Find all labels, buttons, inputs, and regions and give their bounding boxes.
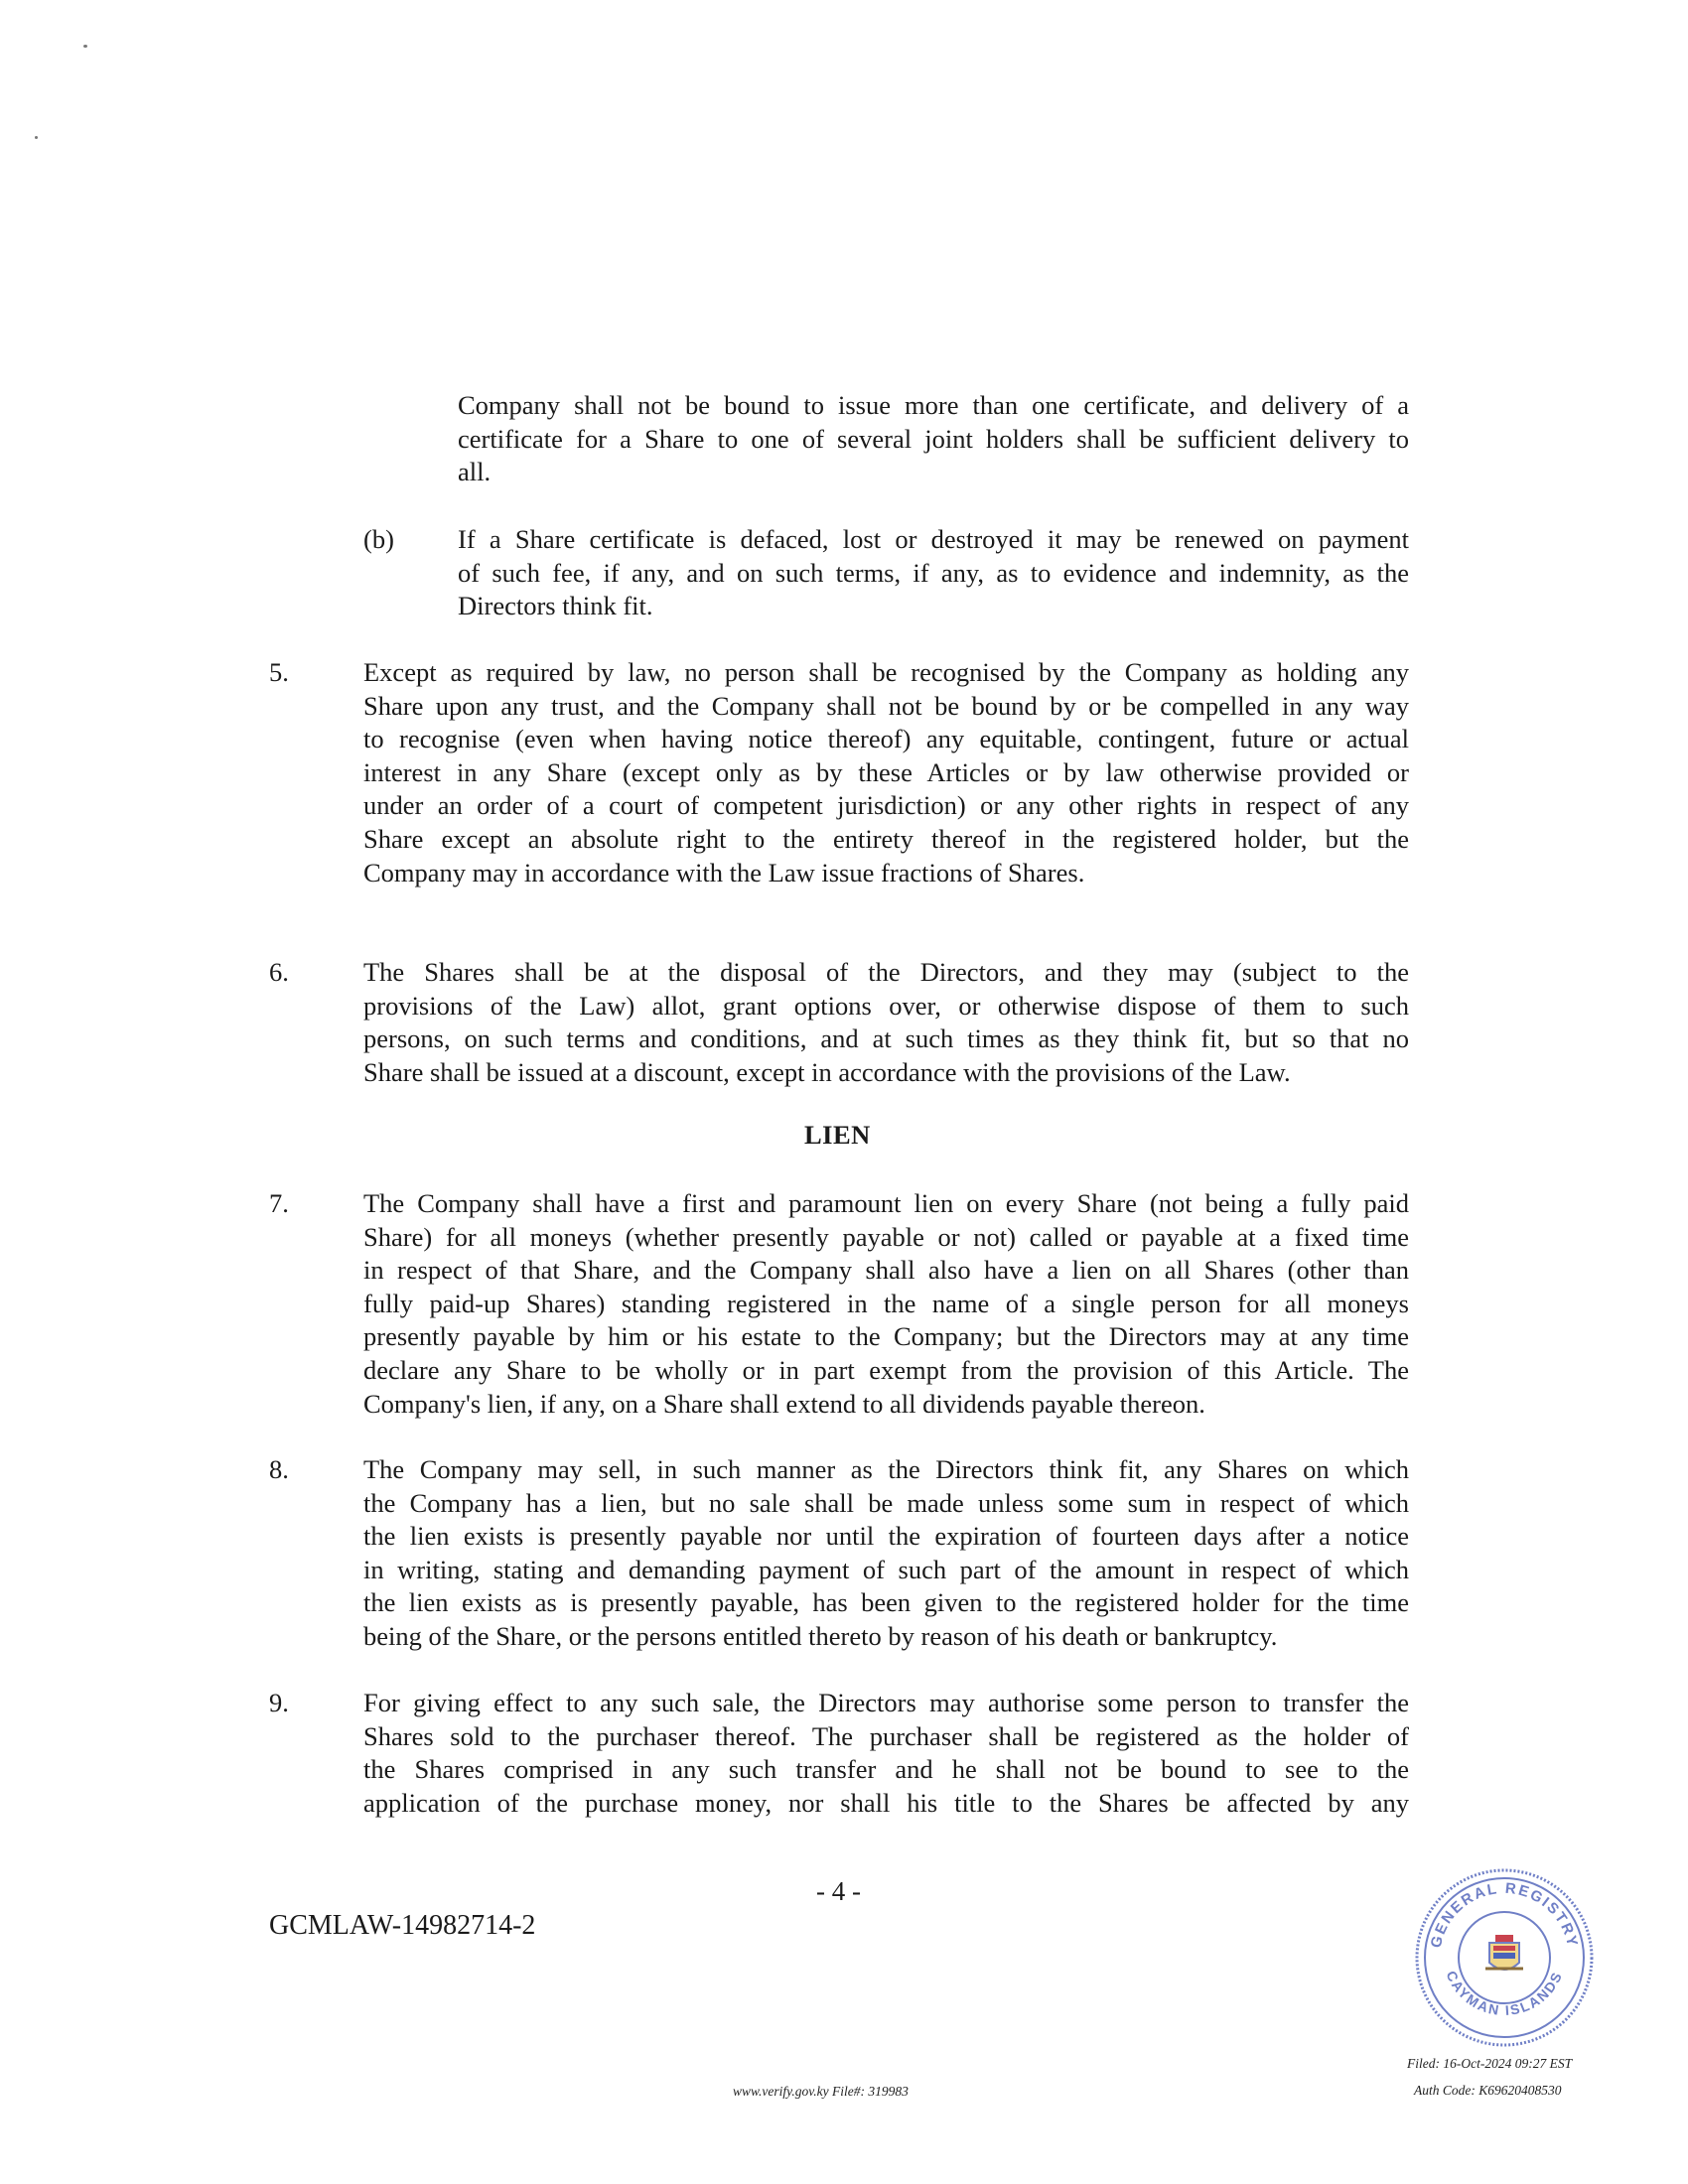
text-line: of such fee, if any, and on such terms, if any, as to evidence and indemnity, as the (458, 557, 1409, 588)
text-line: Company may in accordance with the Law issue fractions of Shares. (363, 857, 1085, 887)
scan-speck (83, 45, 87, 48)
seal-text-top: GENERAL REGISTRY (1427, 1879, 1582, 1950)
text-line: the Shares comprised in any such transfer and he shall not be bound to see to the (363, 1754, 1409, 1785)
auth-code: Auth Code: K69620408530 (1414, 2083, 1562, 2098)
text-line: The Company may sell, in such manner as the Directors think fit, any Shares on which (363, 1454, 1409, 1484)
filed-stamp: Filed: 16-Oct-2024 09:27 EST (1407, 2056, 1573, 2071)
text-line: the Company has a lien, but no sale shall be made unless some sum in respect of which (363, 1487, 1409, 1518)
text-line: provisions of the Law) allot, grant options over, or otherwise dispose of them to such (363, 990, 1409, 1021)
text-line: Share except an absolute right to the entirety thereof in the registered holder, but the (363, 823, 1409, 854)
clause-9-number: 9. (269, 1688, 289, 1717)
text-line: to recognise (even when having notice thereof) any equitable, contingent, future or actual (363, 724, 1409, 754)
clause-9-body (363, 1687, 1409, 1820)
text-line: Company's lien, if any, on a Share shall extend to all dividends payable thereon. (363, 1388, 1205, 1419)
clause-7-number: 7. (269, 1188, 289, 1218)
clause-4-continuation (458, 389, 1409, 489)
page-number: - 4 - (816, 1876, 861, 1906)
text-line: The Company shall have a first and paramount lien on every Share (not being a fully paid (363, 1188, 1409, 1218)
text-line: Share) for all moneys (whether presently payable or not) called or payable at a fixed time (363, 1221, 1409, 1252)
text-line: Except as required by law, no person shall be recognised by the Company as holding any (363, 657, 1409, 687)
seal-text-bottom: CAYMAN ISLANDS (1443, 1968, 1566, 2019)
text-line: presently payable by him or his estate to the Company; but the Directors may at any time (363, 1321, 1409, 1352)
registry-seal (1410, 1863, 1599, 2052)
text-line: all. (458, 457, 492, 487)
text-line: application of the purchase money, nor shall his title to the Shares be affected by any (363, 1787, 1409, 1818)
section-heading: LIEN (804, 1120, 871, 1150)
clause-7-body (363, 1187, 1409, 1421)
text-line: Company shall not be bound to issue more than one certificate, and delivery of a (458, 390, 1409, 420)
text-line: Directors think fit. (458, 591, 653, 621)
text-line: interest in any Share (except only as by these Articles or by law otherwise provided or (363, 756, 1409, 787)
text-line: certificate for a Share to one of several joint holders shall be sufficient delivery to (458, 423, 1409, 454)
text-line: in writing, stating and demanding payment of such part of the amount in respect of which (363, 1554, 1409, 1584)
clause-8-body (363, 1453, 1409, 1654)
text-line: For giving effect to any such sale, the Directors may authorise some person to transfer the (363, 1688, 1409, 1717)
text-line: the lien exists is presently payable nor until the expiration of fourteen days after a notice (363, 1521, 1409, 1552)
clause-8-number: 8. (269, 1454, 289, 1484)
text-line: under an order of a court of competent jurisdiction) or any other rights in respect of any (363, 790, 1409, 821)
clause-5-number: 5. (269, 657, 289, 687)
text-line: fully paid-up Shares) standing registered in the name of a single person for all moneys (363, 1288, 1409, 1318)
text-line: declare any Share to be wholly or in part exempt from the provision of this Article. The (363, 1354, 1409, 1385)
clause-6-number: 6. (269, 957, 289, 987)
clause-4b-label: (b) (363, 524, 394, 554)
clause-5-body (363, 656, 1409, 889)
scan-speck (35, 136, 38, 139)
text-line: Share upon any trust, and the Company shall not be bound by or be compelled in any way (363, 690, 1409, 721)
text-line: the lien exists as is presently payable, has been given to the registered holder for the time (363, 1587, 1409, 1618)
text-line: The Shares shall be at the disposal of the Directors, and they may (subject to the (363, 957, 1409, 987)
text-line: Share shall be issued at a discount, except in accordance with the provisions of the Law. (363, 1056, 1291, 1087)
clause-6-body (363, 956, 1409, 1089)
clause-4b-body (458, 523, 1409, 623)
text-line: persons, on such terms and conditions, and at such times as they think fit, but so that no (363, 1024, 1409, 1054)
coat-of-arms-icon (1485, 1935, 1523, 1970)
text-line: in respect of that Share, and the Company shall also have a lien on all Shares (other than (363, 1255, 1409, 1286)
verify-line: www.verify.gov.ky File#: 319983 (733, 2084, 909, 2099)
document-code: GCMLAW-14982714-2 (269, 1910, 536, 1941)
text-line: being of the Share, or the persons entitled thereto by reason of his death or bankruptcy. (363, 1620, 1278, 1651)
text-line: If a Share certificate is defaced, lost or destroyed it may be renewed on payment (458, 524, 1409, 554)
text-line: Shares sold to the purchaser thereof. The purchaser shall be registered as the holder of (363, 1720, 1409, 1751)
